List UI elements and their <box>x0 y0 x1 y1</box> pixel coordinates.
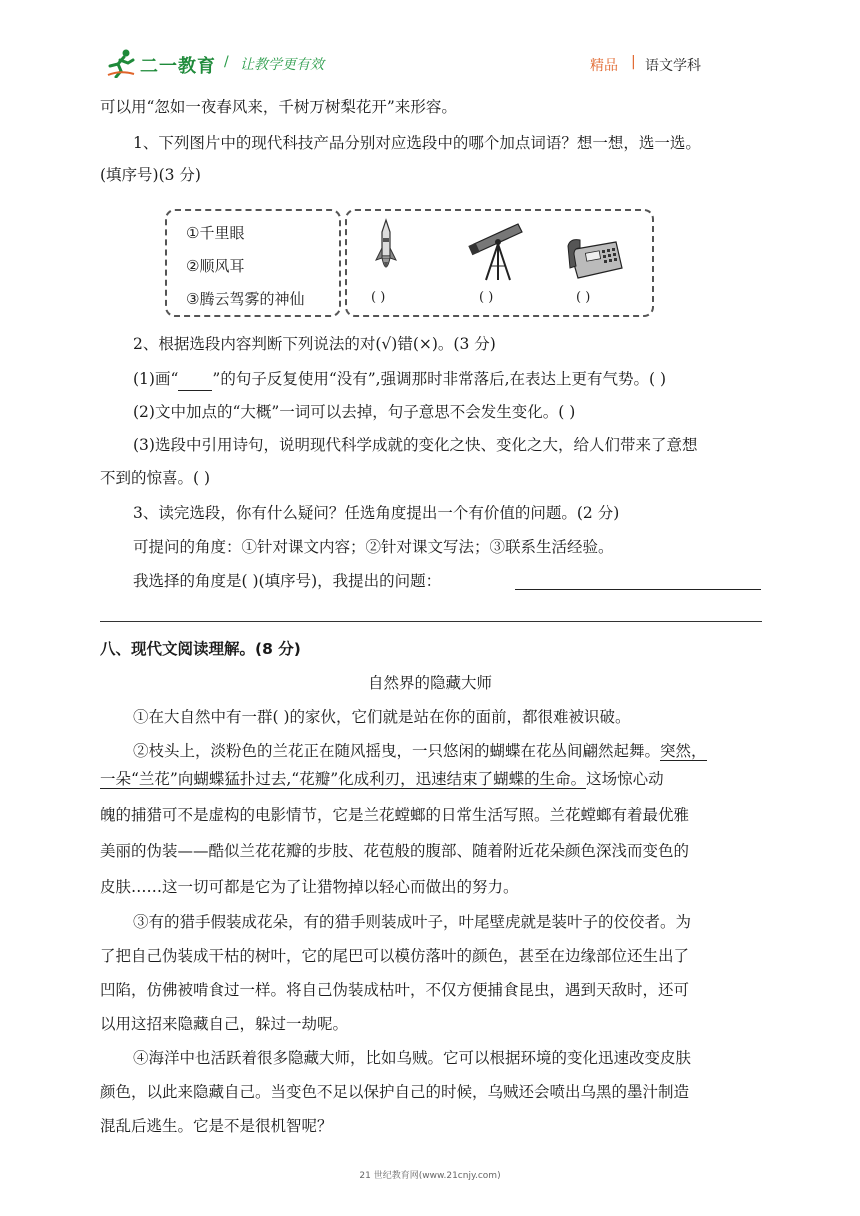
paragraph-3-line-1: ③有的猎手假装成花朵，有的猎手则装成叶子，叶尾壁虎就是装叶子的佼佼者。为 <box>133 913 692 931</box>
question-2: 2、根据选段内容判断下列说法的对(√)错(×)。(3 分) <box>133 335 496 353</box>
question-2-item-3: (3)选段中引用诗句，说明现代科学成就的变化之快、变化之大，给人们带来了意想 <box>133 436 698 454</box>
question-3-angles: 可提问的角度：①针对课文内容；②针对课文写法；③联系生活经验。 <box>133 538 614 556</box>
option-1: ①千里眼 <box>186 224 245 242</box>
section-divider <box>100 621 762 622</box>
paragraph-3-line-4: 以用这招来隐藏自己，躲过一劫呢。 <box>100 1015 349 1033</box>
question-2-item-2: (2)文中加点的“大概”一词可以去掉，句子意思不会发生变化。( ) <box>133 403 576 421</box>
option-2: ②顺风耳 <box>186 257 245 275</box>
header-separator: | <box>631 54 636 70</box>
page-footer: 21 世纪教育网(www.21cnjy.com) <box>359 1171 501 1181</box>
header-slash: / <box>224 54 229 70</box>
paragraph-4-line-3: 混乱后逃生。它是不是很机智呢？ <box>100 1117 333 1135</box>
q2-1-prefix: (1)画“ <box>133 370 179 388</box>
tag-subject: 语文学科 <box>645 58 701 74</box>
question-2-item-1 <box>133 368 666 391</box>
paragraph-4-line-2: 颜色，以此来隐藏自己。当变色不足以保护自己的时候，乌贼还会喷出乌黑的墨汁制造 <box>100 1083 690 1101</box>
logo-text: 二一教育 <box>140 56 216 77</box>
runner-logo-icon <box>106 48 136 78</box>
text-line: 可以用“忽如一夜春风来，千树万树梨花开”来形容。 <box>100 98 457 116</box>
paragraph-3-line-2: 了把自己伪装成干枯的树叶，它的尾巴可以模仿落叶的颜色，甚至在边缘部位还生出了 <box>100 947 690 965</box>
q2-1-suffix: ”的句子反复使用“没有”,强调那时非常落后,在表达上更有气势。( ) <box>212 370 667 388</box>
header-slogan: 让教学更有效 <box>240 57 324 73</box>
answer-line[interactable] <box>515 589 761 590</box>
answer-paren-telescope[interactable]: ( ) <box>479 290 494 305</box>
answer-paren-telephone[interactable]: ( ) <box>576 290 591 305</box>
paragraph-2-line-1 <box>133 740 707 762</box>
p2-text: ②枝头上，淡粉色的兰花正在随风摇曳，一只悠闲的蝴蝶在花丛间翩然起舞。 <box>133 742 661 760</box>
paragraph-3-line-3: 凹陷，仿佛被啃食过一样。将自己伪装成枯叶，不仅方便捕食昆虫，遇到天敌时，还可 <box>100 981 690 999</box>
paragraph-2-line-5: 皮肤……这一切可都是它为了让猎物掉以轻心而做出的努力。 <box>100 878 519 896</box>
tag-quality: 精品 <box>590 58 618 74</box>
p2-underlined: 突然， <box>660 742 707 760</box>
paragraph-4-line-1: ④海洋中也活跃着很多隐藏大师，比如乌贼。它可以根据环境的变化迅速改变皮肤 <box>133 1049 692 1067</box>
p2-text: 这场惊心动 <box>586 770 664 788</box>
telephone-icon <box>566 236 624 280</box>
question-1-score: (填序号)(3 分) <box>100 166 201 184</box>
article-title: 自然界的隐藏大师 <box>367 674 492 692</box>
option-3: ③腾云驾雾的神仙 <box>186 290 305 308</box>
section-8-title: 八、现代文阅读理解。(8 分) <box>100 640 301 658</box>
question-2-item-3-cont: 不到的惊喜。( ) <box>100 469 211 487</box>
question-3: 3、读完选段，你有什么疑问？任选角度提出一个有价值的问题。(2 分) <box>133 504 620 522</box>
paragraph-2-line-4: 美丽的伪装——酷似兰花花瓣的步肢、花苞般的腹部、随着附近花朵颜色深浅而变色的 <box>100 842 690 860</box>
question-1: 1、下列图片中的现代科技产品分别对应选段中的哪个加点词语？想一想，选一选。 <box>133 134 701 152</box>
paragraph-1: ①在大自然中有一群( )的家伙，它们就是站在你的面前，都很难被识破。 <box>133 708 631 726</box>
answer-paren-rocket[interactable]: ( ) <box>371 290 386 305</box>
telescope-icon <box>468 218 528 282</box>
paragraph-2-line-3: 魄的捕猎可不是虚构的电影情节，它是兰花螳螂的日常生活写照。兰花螳螂有着最优雅 <box>100 806 690 824</box>
underline-blank <box>178 368 212 391</box>
p2-underlined: 一朵“兰花”向蝴蝶猛扑过去,“花瓣”化成利刃，迅速结束了蝴蝶的生命。 <box>100 770 587 788</box>
paragraph-2-line-2 <box>100 768 664 790</box>
rocket-icon <box>372 218 400 280</box>
question-3-choice: 我选择的角度是( )(填序号)，我提出的问题： <box>133 572 442 590</box>
